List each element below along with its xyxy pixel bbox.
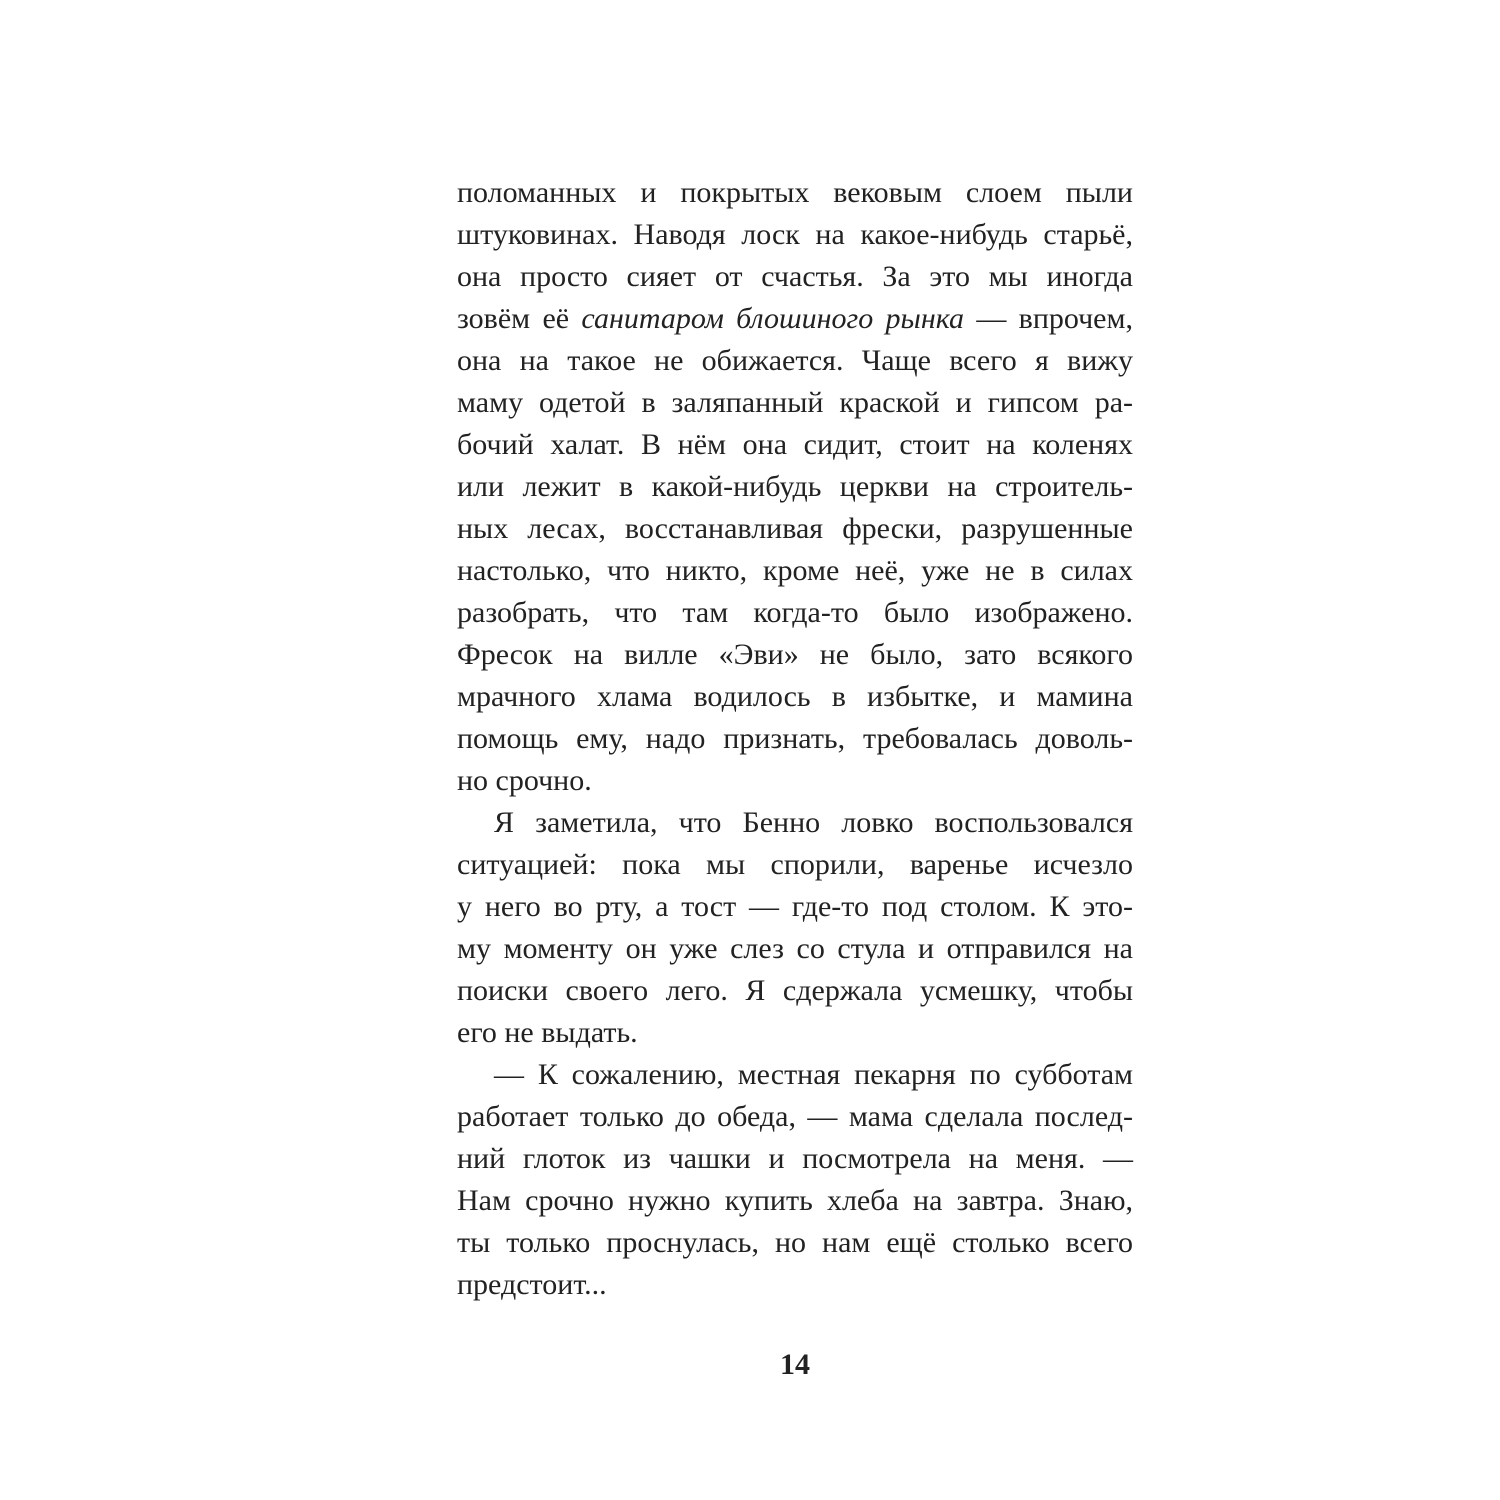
text-line: ных лесах, восстанавливая фрески, разрушенные — [457, 512, 1133, 545]
text-line: настолько, что никто, кроме неё, уже не в силах — [457, 554, 1133, 587]
text-line — [457, 298, 1133, 340]
text-line: поломанных и покрытых вековым слоем пыли — [457, 176, 1133, 209]
body-text — [457, 172, 1133, 1306]
text-line: предстоит... — [457, 1268, 607, 1301]
text-line: му моменту он уже слез со стула и отправился на — [457, 932, 1133, 965]
text-line: ний глоток из чашки и посмотрела на меня. — — [457, 1142, 1133, 1175]
text-line: маму одетой в заляпанный краской и гипсом ра- — [457, 386, 1133, 419]
italic-phrase: санитаром блошиного рынка — [581, 302, 965, 335]
text-line: ситуацией: пока мы спорили, варенье исчезло — [457, 848, 1133, 881]
text-line: работает только до обеда, — мама сделала послед- — [457, 1100, 1133, 1133]
text-line: помощь ему, надо признать, требовалась доволь- — [457, 722, 1133, 755]
text-line: она на такое не обижается. Чаще всего я вижу — [457, 344, 1133, 377]
text-line: — К сожалению, местная пекарня по субботам — [494, 1058, 1133, 1091]
text-line: или лежит в какой-нибудь церкви на строитель- — [457, 470, 1133, 503]
text-line-start: зовём её — [457, 302, 582, 335]
text-line: мрачного хлама водилось в избытке, и мамина — [457, 680, 1133, 713]
text-line-end: — впрочем, — [964, 302, 1133, 335]
text-line: но срочно. — [457, 764, 592, 797]
text-line: у него во рту, а тост — где-то под столом. К это- — [457, 890, 1133, 923]
text-line: штуковинах. Наводя лоск на какое-нибудь старьё, — [457, 218, 1133, 251]
text-line: разобрать, что там когда-то было изображено. — [457, 596, 1133, 629]
text-line: она просто сияет от счастья. За это мы иногда — [457, 260, 1133, 293]
text-line: Фресок на вилле «Эви» не было, зато всякого — [457, 638, 1133, 671]
text-line: Я заметила, что Бенно ловко воспользовался — [494, 806, 1133, 839]
text-line: бочий халат. В нём она сидит, стоит на коленях — [457, 428, 1133, 461]
text-line: ты только проснулась, но нам ещё столько всего — [457, 1226, 1133, 1259]
text-line: поиски своего лего. Я сдержала усмешку, чтобы — [457, 974, 1133, 1007]
text-line: Нам срочно нужно купить хлеба на завтра. Знаю, — [457, 1184, 1133, 1217]
page-number: 14 — [780, 1348, 810, 1381]
text-line: его не выдать. — [457, 1016, 638, 1049]
